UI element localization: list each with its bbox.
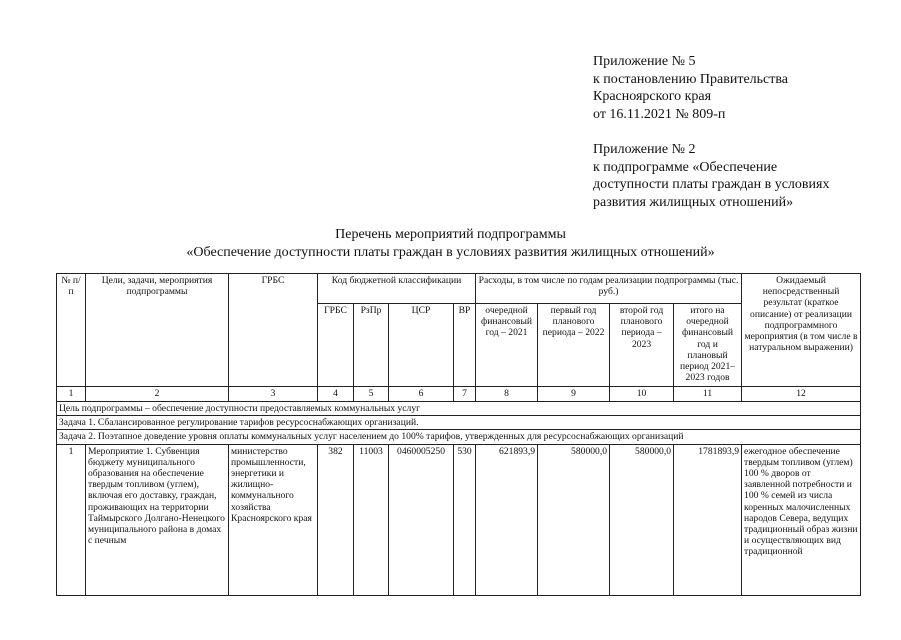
column-number: 11 (674, 387, 742, 402)
goal-row: Цель подпрограммы – обеспечение доступности предоставляемых коммунальных услуг (57, 402, 861, 416)
header-grbs: ГРБС (229, 274, 318, 387)
row-grbs-code: 382 (318, 444, 354, 595)
appendix-2-line2: к подпрограмме «Обеспечение (593, 159, 778, 175)
row-rzpr: 11003 (354, 444, 389, 595)
column-number: 5 (354, 387, 389, 402)
document-title-line2: «Обеспечение доступности платы граждан в условиях развития жилищных отношений» (186, 244, 715, 260)
column-number: 2 (86, 387, 229, 402)
row-year1: 621893,9 (476, 444, 538, 595)
column-number: 9 (538, 387, 610, 402)
header-csr: ЦСР (389, 304, 454, 387)
appendix-5-line1: Приложение № 5 (593, 54, 696, 69)
appendix-5-line3: Красноярского края (593, 89, 712, 104)
header-year1: очередной финансовый год – 2021 (476, 304, 538, 387)
row-csr: 0460005250 (389, 444, 454, 595)
appendix-2-line1: Приложение № 2 (593, 142, 696, 157)
header-expenses-group: Расходы, в том числе по годам реализации подпрограммы (тыс. руб.) (476, 274, 742, 304)
table-row (57, 444, 861, 595)
document-title-line1: Перечень мероприятий подпрограммы (335, 227, 566, 242)
task2-row: Задача 2. Поэтапное доведение уровня оплаты коммунальных услуг населением до 100% тарифов, утвержденных для ресурсоснабжающих организаций (57, 430, 861, 444)
header-code-group: Код бюджетной классификации (318, 274, 476, 304)
header-goals: Цели, задачи, мероприятия подпрограммы (86, 274, 229, 387)
header-result: Ожидаемый непосредственный результат (краткое описание) от реализации подпрограммного мероприятия (в том числе в натуральном выражении) (742, 274, 861, 387)
column-number: 12 (742, 387, 861, 402)
header-total: итого на очередной финансовый год и плановый период 2021–2023 годов (674, 304, 742, 387)
appendix-2-line3: доступности платы граждан в условиях (593, 177, 830, 192)
row-year2: 580000,0 (538, 444, 610, 595)
task1-row: Задача 1. Сбалансированное регулирование тарифов ресурсоснабжающих организаций. (57, 416, 861, 430)
column-number: 8 (476, 387, 538, 402)
column-number: 3 (229, 387, 318, 402)
column-number: 6 (389, 387, 454, 402)
row-num: 1 (57, 444, 86, 595)
header-grbs-code: ГРБС (318, 304, 354, 387)
row-result: ежегодное обеспечение твердым топливом (углем) 100 % дворов от заявленной потребности и 100 % семей из числа коренных малочисленных народов Севера, ведущих традиционный образ жизни и осуществляющих вид традиционной (742, 444, 861, 595)
activities-table (56, 273, 861, 596)
column-number: 10 (610, 387, 674, 402)
row-activity-name: Мероприятие 1. Субвенция бюджету муниципального образования на обеспечение твердым топливом (углем), включая его доставку, граждан, проживающих на территории Таймырского Долгано-Ненецкого муниципального района в домах с печным (86, 444, 229, 595)
document-title (0, 226, 901, 261)
row-grbs: министерство промышленности, энергетики и жилищно-коммунального хозяйства Красноярского края (229, 444, 318, 595)
appendix-2-line4: развития жилищных отношений» (593, 194, 794, 210)
row-vr: 530 (454, 444, 476, 595)
column-number: 1 (57, 387, 86, 402)
appendix-5-block (593, 53, 788, 123)
row-total: 1781893,9 (674, 444, 742, 595)
appendix-5-line2: к постановлению Правительства (593, 71, 789, 87)
row-year3: 580000,0 (610, 444, 674, 595)
appendix-2-block (593, 141, 829, 211)
header-num: № п/п (57, 274, 86, 387)
column-number-row (57, 387, 861, 402)
column-number: 7 (454, 387, 476, 402)
column-number: 4 (318, 387, 354, 402)
header-year2: первый год планового периода – 2022 (538, 304, 610, 387)
header-rzpr: РзПр (354, 304, 389, 387)
appendix-5-line4: от 16.11.2021 № 809-п (593, 106, 726, 122)
header-year3: второй год планового периода – 2023 (610, 304, 674, 387)
header-vr: ВР (454, 304, 476, 387)
